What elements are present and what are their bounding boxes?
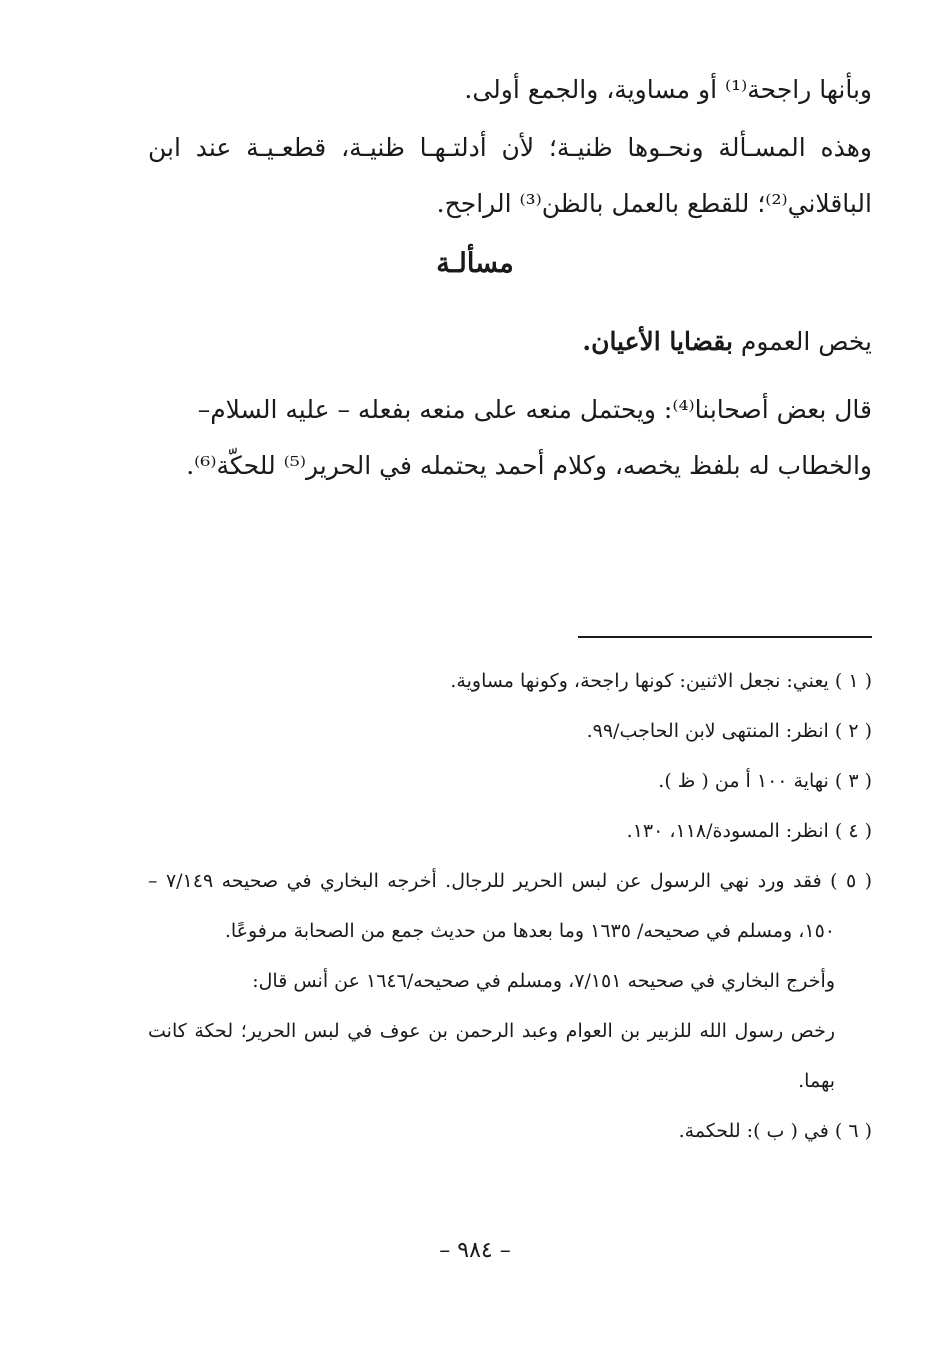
rule-statement — [582, 322, 872, 362]
rule-prefix: يخص العموم — [732, 327, 872, 356]
footnote-5-line-5: بهما. — [798, 1070, 835, 1092]
page-number: – ٩٨٤ – — [439, 1238, 511, 1263]
body-line-2: وهذه المسـألة ونحـوها ظنيـة؛ لأن أدلتـهـا ظنيـة، قطعـيـة عند ابن — [148, 133, 872, 162]
body-line-6: والخطاب له بلفظ يخصه، وكلام أحمد يحتمله في الحرير⁽⁵⁾ للحكّة⁽⁶⁾. — [186, 451, 872, 480]
footnote-3: ( ٣ ) نهاية ١٠٠ أ من ( ظ ). — [658, 770, 872, 792]
body-line-3: الباقلاني⁽²⁾؛ للقطع بالعمل بالظن⁽³⁾ الراجح. — [436, 189, 872, 218]
footnote-separator — [578, 636, 872, 638]
footnote-5-line-3: وأخرج البخاري في صحيحه ٧/١٥١، ومسلم في صحيحه/١٦٤٦ عن أنس قال: — [252, 970, 835, 992]
body-line-1: وبأنها راجحة⁽¹⁾ أو مساوية، والجمع أولى. — [464, 75, 872, 104]
footnote-5-line-1: ( ٥ ) فقد ورد نهي الرسول عن لبس الحرير للرجال. أخرجه البخاري في صحيحه ٧/١٤٩ – — [148, 870, 872, 892]
footnote-2: ( ٢ ) انظر: المنتهى لابن الحاجب/٩٩. — [586, 720, 872, 742]
section-heading: مسألـة — [436, 248, 514, 279]
footnote-6: ( ٦ ) في ( ب ): للحكمة. — [678, 1120, 872, 1142]
footnote-5-line-2: ١٥٠، ومسلم في صحيحه/ ١٦٣٥ وما بعدها من حديث جمع من الصحابة مرفوعًا. — [224, 920, 835, 942]
footnote-5-line-4: رخص رسول الله للزبير بن العوام وعبد الرحمن بن عوف في لبس الحرير؛ لحكة كانت — [148, 1020, 835, 1042]
footnote-4: ( ٤ ) انظر: المسودة/١١٨، ١٣٠. — [626, 820, 872, 842]
footnote-1: ( ١ ) يعني: نجعل الاثنين: كونها راجحة، وكونها مساوية. — [450, 670, 872, 692]
rule-bold-term: بقضايا الأعيان. — [582, 327, 733, 356]
body-line-5: قال بعض أصحابنا⁽⁴⁾: ويحتمل منعه على منعه بفعله – عليه السلام– — [197, 395, 872, 424]
